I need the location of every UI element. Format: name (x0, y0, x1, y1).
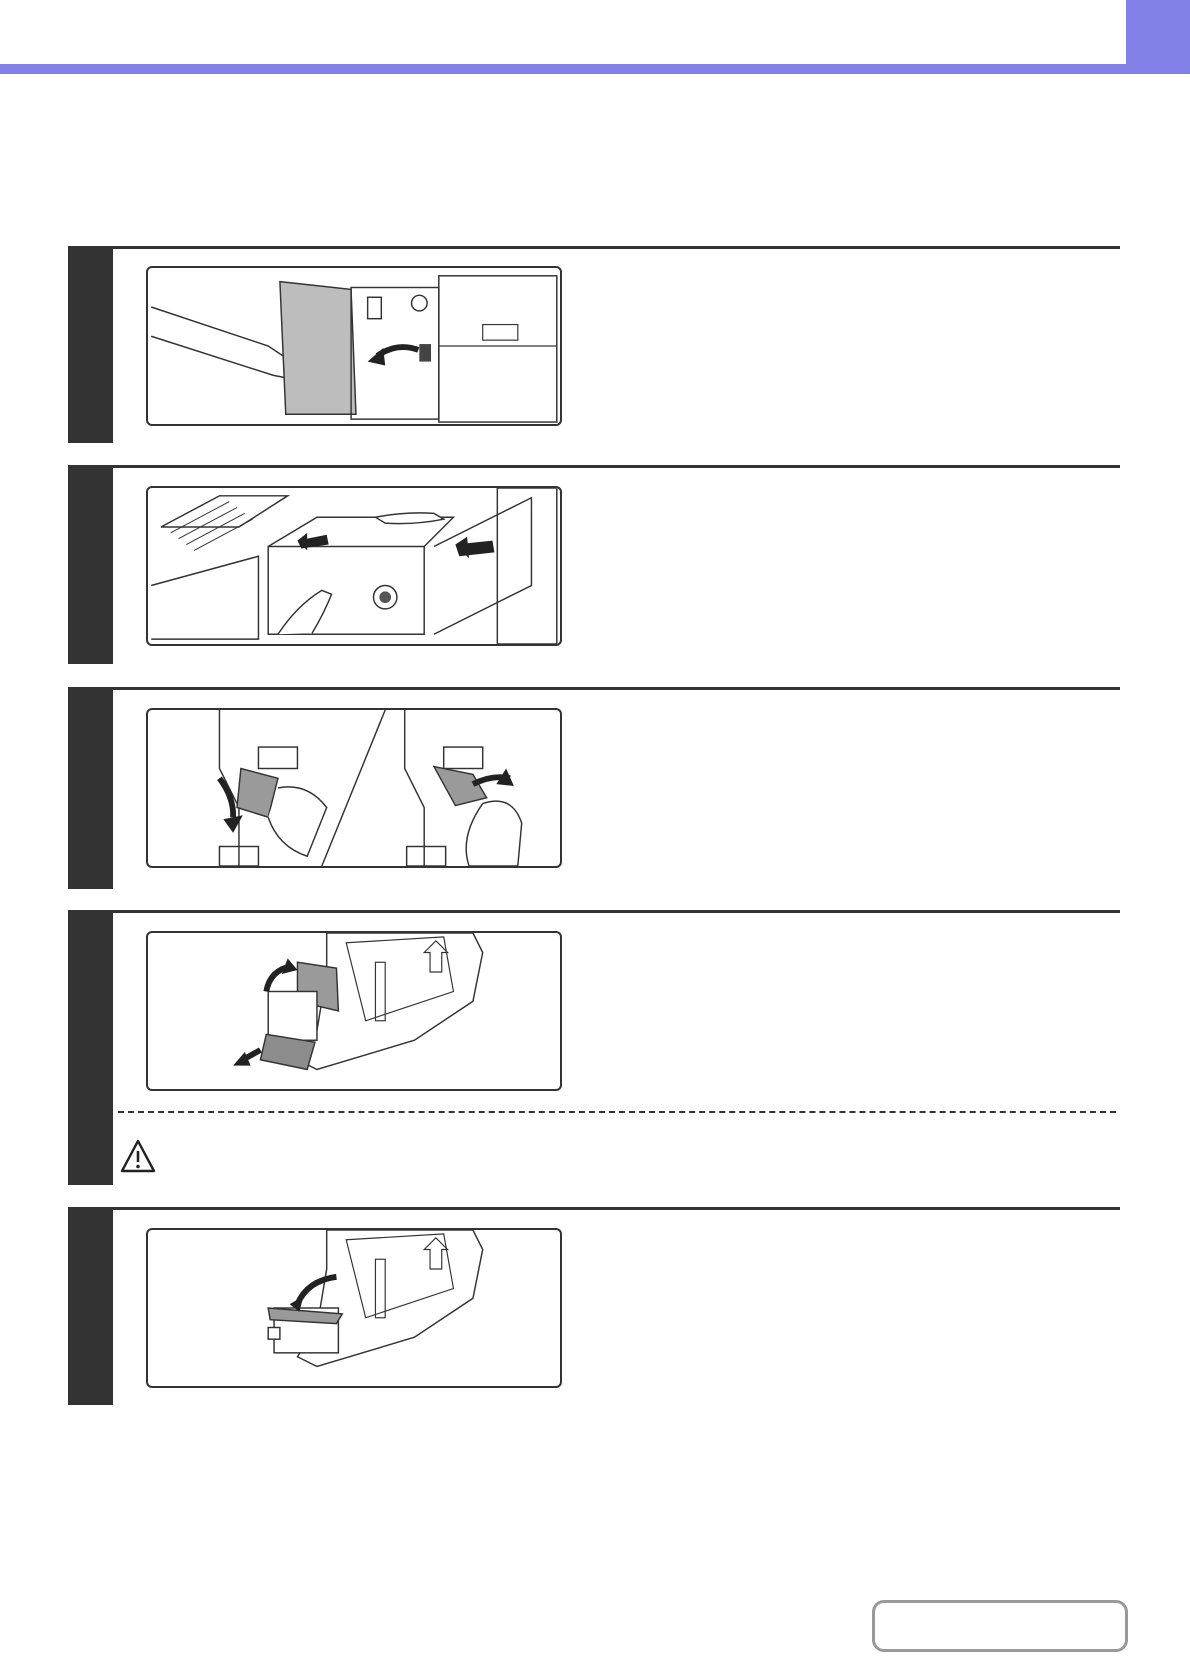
step-3 (68, 687, 1120, 889)
step-4 (68, 910, 1120, 1185)
step-marker (68, 468, 113, 664)
step-marker (68, 913, 113, 1185)
step-5 (68, 1207, 1120, 1405)
illustration-remove-staple-cartridge (146, 708, 562, 868)
illustration-remove-staple-case (146, 931, 562, 1091)
step-2 (68, 465, 1120, 664)
push-staple-case-drawing (148, 1230, 560, 1386)
step-marker (68, 690, 113, 889)
caution-divider (118, 1111, 1116, 1113)
step-1 (68, 246, 1120, 443)
header-accent-line (0, 64, 1190, 74)
step-marker (68, 249, 113, 443)
warning-triangle-icon (120, 1139, 156, 1173)
step-marker (68, 1210, 113, 1405)
illustration-push-staple-case-down (146, 1228, 562, 1388)
remove-staple-case-drawing (148, 933, 560, 1089)
illustration-pull-out-finisher-unit (146, 486, 562, 646)
remove-staple-cartridge-drawing (148, 710, 560, 866)
page-header (0, 0, 1190, 74)
illustration-open-front-cover (146, 266, 562, 426)
header-tab[interactable] (1126, 0, 1190, 70)
return-button[interactable] (872, 1600, 1128, 1652)
open-front-cover-drawing (148, 268, 560, 424)
pull-out-finisher-drawing (148, 488, 560, 644)
